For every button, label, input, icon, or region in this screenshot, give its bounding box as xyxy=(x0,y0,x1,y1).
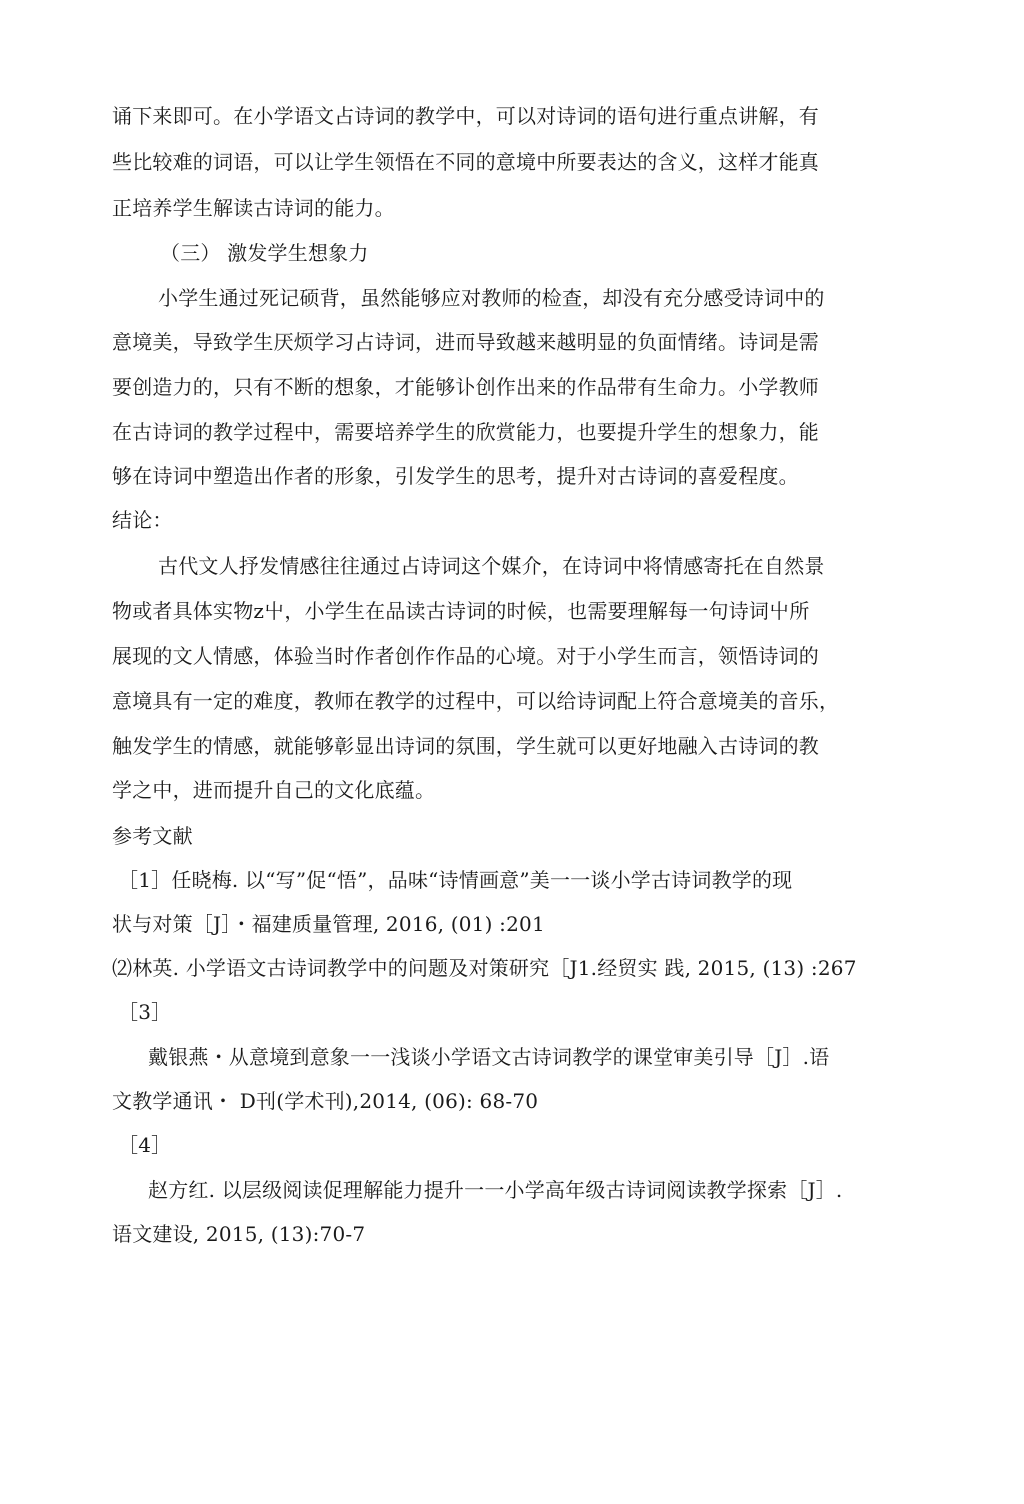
paragraph-line: 触发学生的情感，就能够彰显出诗词的氛围，学生就可以更好地融入古诗词的教 xyxy=(112,734,819,758)
paragraph-line: 意境美，导致学生厌烦学习占诗词，进而导致越来越明显的负面情绪。诗词是需 xyxy=(112,330,819,354)
paragraph-line: 学之中，进而提升自己的文化底蕴。 xyxy=(112,778,436,802)
paragraph-line: 物或者具体实物z屮，小学生在品读古诗词的时候，也需要理解每一句诗词屮所 xyxy=(112,599,810,623)
paragraph-line: 要创造力的，只有不断的想象，才能够讣创作出来的作品带有生命力。小学教师 xyxy=(112,375,819,399)
conclusion-heading: 结论： xyxy=(112,508,173,532)
paragraph-line: 在古诗词的教学过程中，需要培养学生的欣赏能力，也要提升学生的想象力，能 xyxy=(112,420,819,444)
paragraph-line: 够在诗词中塑造出作者的形象，引发学生的思考，提升对古诗词的喜爱程度。 xyxy=(112,464,799,488)
reference-item: ⑵林英. 小学语文古诗词教学中的问题及对策研究［J1.经贸实 践, 2015, (13) :267 xyxy=(112,956,857,980)
reference-item: ［1］任晓梅. 以“写”促“悟”，品味“诗情画意”美一一谈小学古诗词教学的现 xyxy=(118,868,793,892)
reference-item: 赵方红. 以层级阅读促理解能力提升一一小学高年级古诗词阅读教学探索［J］. xyxy=(148,1178,843,1202)
paragraph-line: 诵下来即可。在小学语文占诗词的教学中，可以对诗词的语句进行重点讲解，有 xyxy=(112,104,819,128)
reference-item: ［3］ xyxy=(118,1000,172,1024)
reference-item: ［4］ xyxy=(118,1133,172,1157)
paragraph-line: 展现的文人情感，体验当时作者创作作品的心境。对于小学生而言，领悟诗词的 xyxy=(112,644,819,668)
paragraph-line: 些比较难的词语，可以让学生领悟在不同的意境中所要表达的含义，这样才能真 xyxy=(112,150,819,174)
reference-item: 语文建设, 2015, (13):70-7 xyxy=(112,1222,366,1246)
paragraph-line: 正培养学生解读古诗词的能力。 xyxy=(112,196,395,220)
reference-item: 状与对策［J］・福建质量管理, 2016, (01) :201 xyxy=(112,912,545,936)
reference-item: 戴银燕・从意境到意象一一浅谈小学语文古诗词教学的课堂审美引导［J］.语 xyxy=(148,1045,830,1069)
paragraph-line: 意境具有一定的难度，教师在教学的过程中，可以给诗词配上符合意境美的音乐， xyxy=(112,689,840,713)
reference-item: 文教学通讯・ D刊(学术刊),2014, (06): 68-70 xyxy=(112,1089,539,1113)
section-heading: （三） 激发学生想象力 xyxy=(160,241,369,265)
paragraph-line: 古代文人抒发情感往往通过占诗词这个媒介，在诗词中将情感寄托在自然景 xyxy=(158,554,825,578)
paragraph-line: 小学生通过死记硕背，虽然能够应对教师的检查，却没有充分感受诗词中的 xyxy=(158,286,825,310)
references-heading: 参考文献 xyxy=(112,824,193,848)
